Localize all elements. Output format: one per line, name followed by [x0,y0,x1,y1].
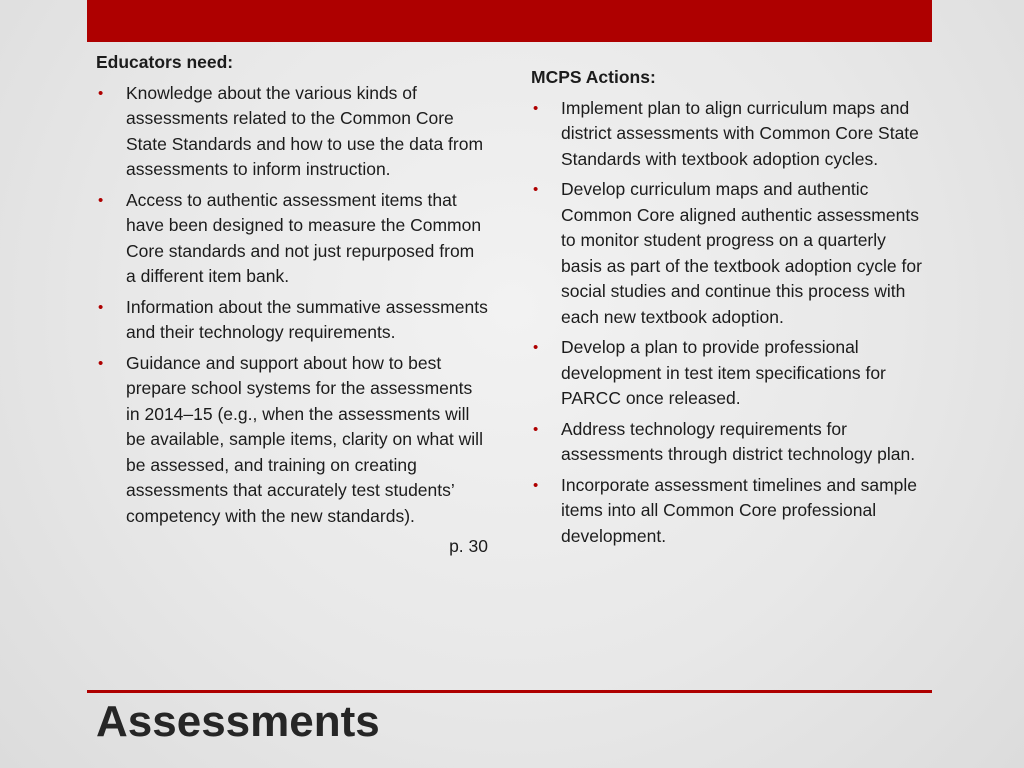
bullet-icon: • [533,339,539,356]
list-item-text: Information about the summative assessments and their technology requirements. [126,296,488,342]
bullet-icon: • [98,354,104,372]
list-item [96,188,488,290]
list-item [531,177,926,330]
list-item-text: Develop curriculum maps and authentic Common Core aligned authentic assessments to monitor student progress on a quarterly basis as part of the textbook adoption cycle for social studies and continue this process with each new textbook adoption. [561,179,922,327]
list-item [96,295,488,346]
right-column [531,65,926,554]
bullet-icon: • [533,476,539,494]
list-item [96,81,488,183]
bullet-icon: • [533,420,539,438]
bullet-icon: • [98,298,104,316]
right-bullet-list [531,96,926,550]
bullet-icon: • [533,99,539,117]
page-reference: p. 30 [449,536,488,556]
list-item [531,417,926,468]
list-item [531,473,926,550]
bullet-icon: • [98,191,104,209]
list-item-text: Knowledge about the various kinds of assessments related to the Common Core State Standards and how to use the data from assessments to inform instruction. [126,82,484,179]
left-bullet-list [96,81,488,530]
list-item-text: Guidance and support about how to best prepare school systems for the assessments in 2014–15 (e.g., when the assessments will be available, sample items, clarity on what will be assessed, and training on creating assessments that accurately test students’ competency with the new standards). [126,352,483,526]
left-column [96,50,488,560]
right-column-heading: MCPS Actions: [531,67,656,87]
list-item [531,96,926,173]
list-item [531,335,926,412]
left-column-heading: Educators need: [96,52,234,72]
bullet-icon: • [98,84,104,102]
list-item-text: Access to authentic assessment items that have been designed to measure the Common Core standards and not just repurposed from a different item bank. [126,189,482,286]
slide-title: Assessments [96,697,380,746]
top-accent-bar [87,0,932,42]
list-item [96,351,488,530]
list-item-text: Address technology requirements for assessments through district technology plan. [561,418,916,464]
list-item-text: Implement plan to align curriculum maps and district assessments with Common Core State Standards with textbook adoption cycles. [561,97,919,169]
bullet-icon: • [533,181,539,198]
list-item-text: Develop a plan to provide professional development in test item specifications for PARCC once released. [561,337,886,408]
list-item-text: Incorporate assessment timelines and sample items into all Common Core professional development. [561,474,918,546]
